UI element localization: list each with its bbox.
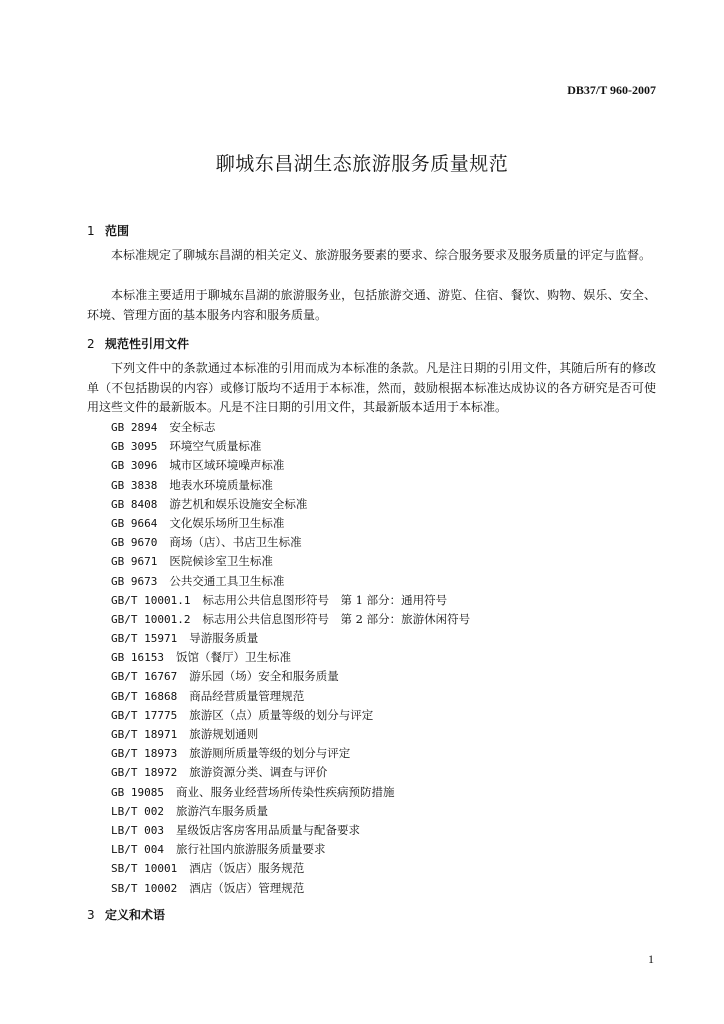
references-intro-paragraph: 下列文件中的条款通过本标准的引用而成为本标准的条款。凡是注日期的引用文件，其随后所有的修改单（不包括勘误的内容）或修订版均不适用于本标准，然而，鼓励根据本标准达成协议的各方研究是否可使用这些文件的最新版本。凡是不注日期的引用文件，其最新版本适用于本标准。 [87,361,656,414]
section-1-heading [87,222,129,239]
reference-code: GB/T 18971 [111,728,178,741]
reference-code: SB/T 10001 [111,862,178,876]
reference-title: 旅游规划通则 [189,727,259,741]
reference-item [111,706,470,725]
reference-code: GB/T 18972 [111,766,178,780]
reference-title: 游艺机和娱乐设施安全标准 [169,496,308,511]
reference-code: GB 19085 [111,785,164,799]
reference-item [111,572,470,591]
reference-item [111,725,470,744]
reference-title: 旅行社国内旅游服务质量要求 [175,842,326,857]
reference-item [111,783,470,802]
reference-title: 星级饭店客房客用品质量与配备要求 [175,822,360,837]
reference-title: 旅游厕所质量等级的划分与评定 [189,746,351,761]
reference-title: 城市区域环境噪声标准 [169,458,285,473]
reference-code: LB/T 002 [111,804,164,818]
reference-code: LB/T 003 [111,823,164,837]
reference-code: GB 9673 [111,574,158,588]
reference-title: 标志用公共信息图形符号 第 2 部分：旅游休闲符号 [202,611,471,626]
reference-code: GB/T 17775 [111,708,178,722]
section-number: 1 [87,224,95,238]
reference-title: 旅游区（点）质量等级的划分与评定 [189,707,374,722]
reference-code: GB/T 15971 [111,632,178,646]
section-3-heading [87,906,165,923]
reference-code: GB 3838 [111,478,158,492]
reference-code: GB/T 10001.2 [111,612,191,626]
reference-code: GB 3095 [111,440,158,454]
reference-item [111,629,470,648]
reference-item [111,495,470,514]
reference-item [111,437,470,456]
reference-item [111,840,470,859]
reference-code: GB 9664 [111,516,158,530]
scope-paragraph-2: 本标准主要适用于聊城东昌湖的旅游服务业，包括旅游交通、游览、住宿、餐饮、购物、娱乐、安全、环境、管理方面的基本服务内容和服务质量。 [87,288,656,322]
reference-item [111,667,470,686]
reference-item [111,514,470,533]
reference-title: 导游服务质量 [189,631,259,646]
reference-title: 环境空气质量标准 [169,439,262,454]
reference-item [111,744,470,763]
section-number: 2 [87,337,95,351]
reference-code: GB 9670 [111,536,158,550]
reference-code: LB/T 004 [111,843,164,857]
reference-title: 安全标志 [169,420,216,434]
section-heading-text: 规范性引用文件 [105,337,190,351]
reference-item [111,552,470,571]
normative-reference-list [111,418,470,898]
reference-item [111,648,470,667]
reference-code: GB 8408 [111,497,158,511]
reference-title: 酒店（饭店）管理规范 [189,880,305,895]
page-number: 1 [648,952,654,966]
reference-code: SB/T 10002 [111,881,178,895]
reference-title: 酒店（饭店）服务规范 [189,861,305,876]
reference-item [111,687,470,706]
reference-item [111,610,470,629]
reference-code: GB/T 10001.1 [111,593,191,607]
reference-code: GB/T 18973 [111,747,178,761]
reference-item [111,879,470,898]
section-heading-text: 定义和术语 [105,908,166,922]
reference-title: 商品经营质量管理规范 [189,688,305,703]
section-heading-text: 范围 [105,224,130,238]
reference-code: GB/T 16868 [111,689,178,703]
document-title: 聊城东昌湖生态旅游服务质量规范 [215,153,509,175]
reference-item [111,533,470,552]
section-number: 3 [87,908,95,922]
reference-item [111,802,470,821]
reference-code: GB 2894 [111,421,158,434]
reference-code: GB 16153 [111,651,164,665]
reference-item [111,476,470,495]
reference-title: 医院候诊室卫生标准 [169,554,273,569]
reference-title: 商业、服务业经营场所传染性疾病预防措施 [175,784,395,799]
scope-paragraph-1: 本标准规定了聊城东昌湖的相关定义、旅游服务要素的要求、综合服务要求及服务质量的评定与监督。 [111,248,652,262]
reference-item [111,418,470,437]
reference-title: 文化娱乐场所卫生标准 [169,515,285,530]
reference-title: 旅游汽车服务质量 [175,803,268,818]
section-2-heading [87,335,189,352]
reference-item [111,859,470,878]
reference-item [111,763,470,782]
reference-title: 商场（店）、书店卫生标准 [169,535,302,550]
reference-code: GB 3096 [111,459,158,473]
reference-title: 地表水环境质量标准 [169,477,273,492]
reference-title: 旅游资源分类、调查与评价 [189,765,328,780]
reference-title: 标志用公共信息图形符号 第 1 部分：通用符号 [202,592,448,607]
reference-title: 游乐园（场）安全和服务质量 [189,669,339,684]
reference-title: 公共交通工具卫生标准 [169,573,285,588]
reference-code: GB 9671 [111,555,158,569]
reference-item [111,591,470,610]
reference-title: 饭馆（餐厅）卫生标准 [175,650,291,665]
reference-code: GB/T 16767 [111,670,178,684]
reference-item [111,821,470,840]
reference-item [111,456,470,475]
document-code: DB37/T 960-2007 [567,83,656,97]
